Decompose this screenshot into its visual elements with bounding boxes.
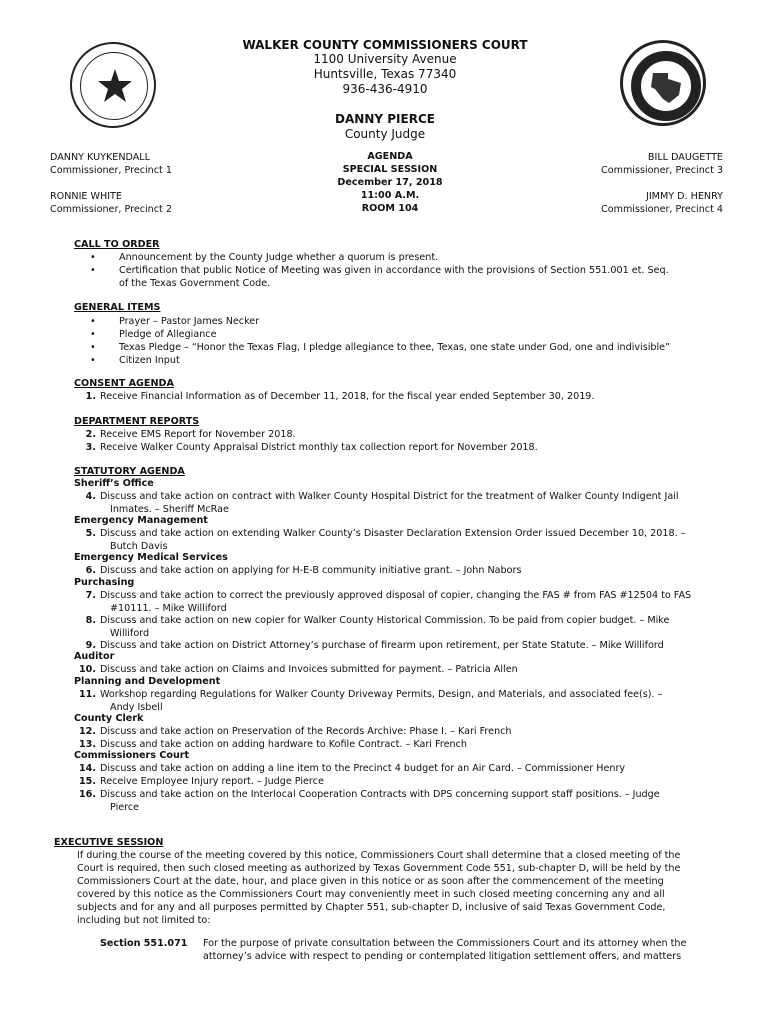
meeting-room: ROOM 104: [361, 203, 419, 214]
agenda-item: 3. Receive Walker County Appraisal District monthly tax collection report for November 2018.: [85, 442, 538, 453]
commissioner-p1-name: DANNY KUYKENDALL: [50, 152, 150, 163]
judge-title: County Judge: [344, 127, 426, 141]
commissioner-p3-name: BILL DAUGETTE: [647, 152, 723, 163]
call-to-order-heading: CALL TO ORDER: [74, 239, 160, 250]
paragraph-line: including but not limited to:: [77, 915, 211, 926]
agenda-item: 5. Discuss and take action on extending Walker County’s Disaster Declaration Extension Order issued December 10, 2018. –: [85, 528, 686, 539]
session-type: SPECIAL SESSION: [342, 164, 438, 175]
agenda-label: AGENDA: [367, 151, 413, 162]
department-reports-heading: DEPARTMENT REPORTS: [74, 416, 200, 427]
subsection-heading: Purchasing: [74, 577, 135, 588]
list-item-continued: of the Texas Government Code.: [119, 278, 271, 289]
paragraph-line: covered by this notice as the Commissioners Court may conveniently meet in such closed meeting concerning any and all: [77, 889, 665, 900]
consent-agenda-heading: CONSENT AGENDA: [74, 378, 174, 389]
section-text-line: attorney’s advice with respect to pending or contemplated litigation settlement offers, and matters: [203, 951, 682, 962]
agenda-item: 2. Receive EMS Report for November 2018.: [85, 429, 296, 440]
list-item: Citizen Input: [119, 355, 180, 366]
agenda-item: 14. Discuss and take action on adding a line item to the Precinct 4 budget for an Air Card. – Commissioner Henry: [79, 763, 626, 774]
bullet-icon: •: [90, 329, 96, 340]
list-item: Announcement by the County Judge whether a quorum is present.: [119, 252, 439, 263]
executive-session-heading: EXECUTIVE SESSION: [54, 837, 164, 848]
agenda-item-continued: Pierce: [110, 802, 140, 813]
subsection-heading: County Clerk: [74, 713, 144, 724]
agenda-item: 13. Discuss and take action on adding hardware to Kofile Contract. – Kari French: [79, 739, 467, 750]
address-line-2: Huntsville, Texas 77340: [313, 67, 457, 81]
section-label: Section 551.071: [100, 938, 188, 949]
list-item: Pledge of Allegiance: [119, 329, 217, 340]
commissioner-p2-title: Commissioner, Precinct 2: [50, 204, 172, 215]
bullet-icon: •: [90, 342, 96, 353]
agenda-item-continued: #10111. – Mike Williford: [110, 603, 227, 614]
subsection-heading: Planning and Development: [74, 676, 221, 687]
agenda-item-continued: Williford: [110, 628, 150, 639]
bullet-icon: •: [90, 355, 96, 366]
agenda-item: 8. Discuss and take action on new copier for Walker County Historical Commission. To be paid from copier budget. – Mike: [85, 615, 670, 626]
commissioner-p3-title: Commissioner, Precinct 3: [601, 165, 723, 176]
meeting-time: 11:00 A.M.: [360, 190, 420, 201]
agenda-item-continued: Inmates. – Sheriff McRae: [110, 504, 229, 515]
list-item: Texas Pledge – “Honor the Texas Flag, I pledge allegiance to thee, Texas, one state under God, one and indivisible”: [119, 342, 671, 353]
address-line-1: 1100 University Avenue: [313, 52, 457, 66]
judge-name: DANNY PIERCE: [335, 112, 435, 126]
general-items-heading: GENERAL ITEMS: [74, 302, 161, 313]
agenda-item: 1. Receive Financial Information as of December 11, 2018, for the fiscal year ended September 30, 2019.: [85, 391, 595, 402]
subsection-heading: Sheriff’s Office: [74, 478, 154, 489]
paragraph-line: Commissioners Court at the date, hour, and place given in this notice or as soon after the commencement of the meeting: [77, 876, 664, 887]
statutory-agenda-heading: STATUTORY AGENDA: [74, 466, 185, 477]
paragraph-line: subjects and for any and all purposes permitted by Chapter 551, sub-chapter D, inclusive of said Texas Government Code,: [77, 902, 666, 913]
agenda-item-continued: Andy Isbell: [110, 702, 163, 713]
agenda-item: 10. Discuss and take action on Claims and Invoices submitted for payment. – Patricia Allen: [79, 664, 518, 675]
subsection-heading: Auditor: [74, 651, 115, 662]
meeting-date: December 17, 2018: [337, 177, 443, 188]
subsection-heading: Commissioners Court: [74, 750, 190, 761]
commissioner-p4-title: Commissioner, Precinct 4: [601, 204, 723, 215]
court-title: WALKER COUNTY COMMISSIONERS COURT: [242, 38, 528, 52]
list-item: Certification that public Notice of Meeting was given in accordance with the provisions of Section 551.001 et. Seq.: [119, 265, 669, 276]
list-item: Prayer – Pastor James Necker: [119, 316, 260, 327]
bullet-icon: •: [90, 265, 96, 276]
bullet-icon: •: [90, 252, 96, 263]
subsection-heading: Emergency Medical Services: [74, 552, 228, 563]
phone: 936-436-4910: [342, 82, 428, 96]
commissioner-p2-name: RONNIE WHITE: [50, 191, 122, 202]
bullet-icon: •: [90, 316, 96, 327]
paragraph-line: If during the course of the meeting covered by this notice, Commissioners Court shall determine that a closed meeting of the: [77, 850, 681, 861]
agenda-item: 16. Discuss and take action on the Interlocal Cooperation Contracts with DPS concerning support staff positions. – Judge: [79, 789, 660, 800]
agenda-item: 4. Discuss and take action on contract with Walker County Hospital District for the treatment of Walker County Indigent Jail: [85, 491, 679, 502]
agenda-item: 6. Discuss and take action on applying for H-E-B community initiative grant. – John Nabors: [85, 565, 522, 576]
paragraph-line: Court is required, then such closed meeting as authorized by Texas Government Code 551, sub-chapter D, will be held by the: [77, 863, 681, 874]
agenda-item-continued: Butch Davis: [110, 541, 168, 552]
subsection-heading: Emergency Management: [74, 515, 208, 526]
agenda-item: 15. Receive Employee Injury report. – Judge Pierce: [79, 776, 324, 787]
section-text-line: For the purpose of private consultation between the Commissioners Court and its attorney when the: [203, 938, 687, 949]
agenda-item: 11. Workshop regarding Regulations for Walker County Driveway Permits, Design, and Materials, and associated fee(s). –: [79, 689, 663, 700]
agenda-item: 9. Discuss and take action on District Attorney’s purchase of firearm upon retirement, per State Statute. – Mike Williford: [85, 640, 664, 651]
agenda-item: 7. Discuss and take action to correct the previously approved disposal of copier, changing the FAS # from FAS #12504 to FAS: [85, 590, 692, 601]
commissioner-p4-name: JIMMY D. HENRY: [646, 191, 723, 202]
commissioner-p1-title: Commissioner, Precinct 1: [50, 165, 172, 176]
agenda-item: 12. Discuss and take action on Preservation of the Records Archive: Phase I. – Kari French: [79, 726, 512, 737]
